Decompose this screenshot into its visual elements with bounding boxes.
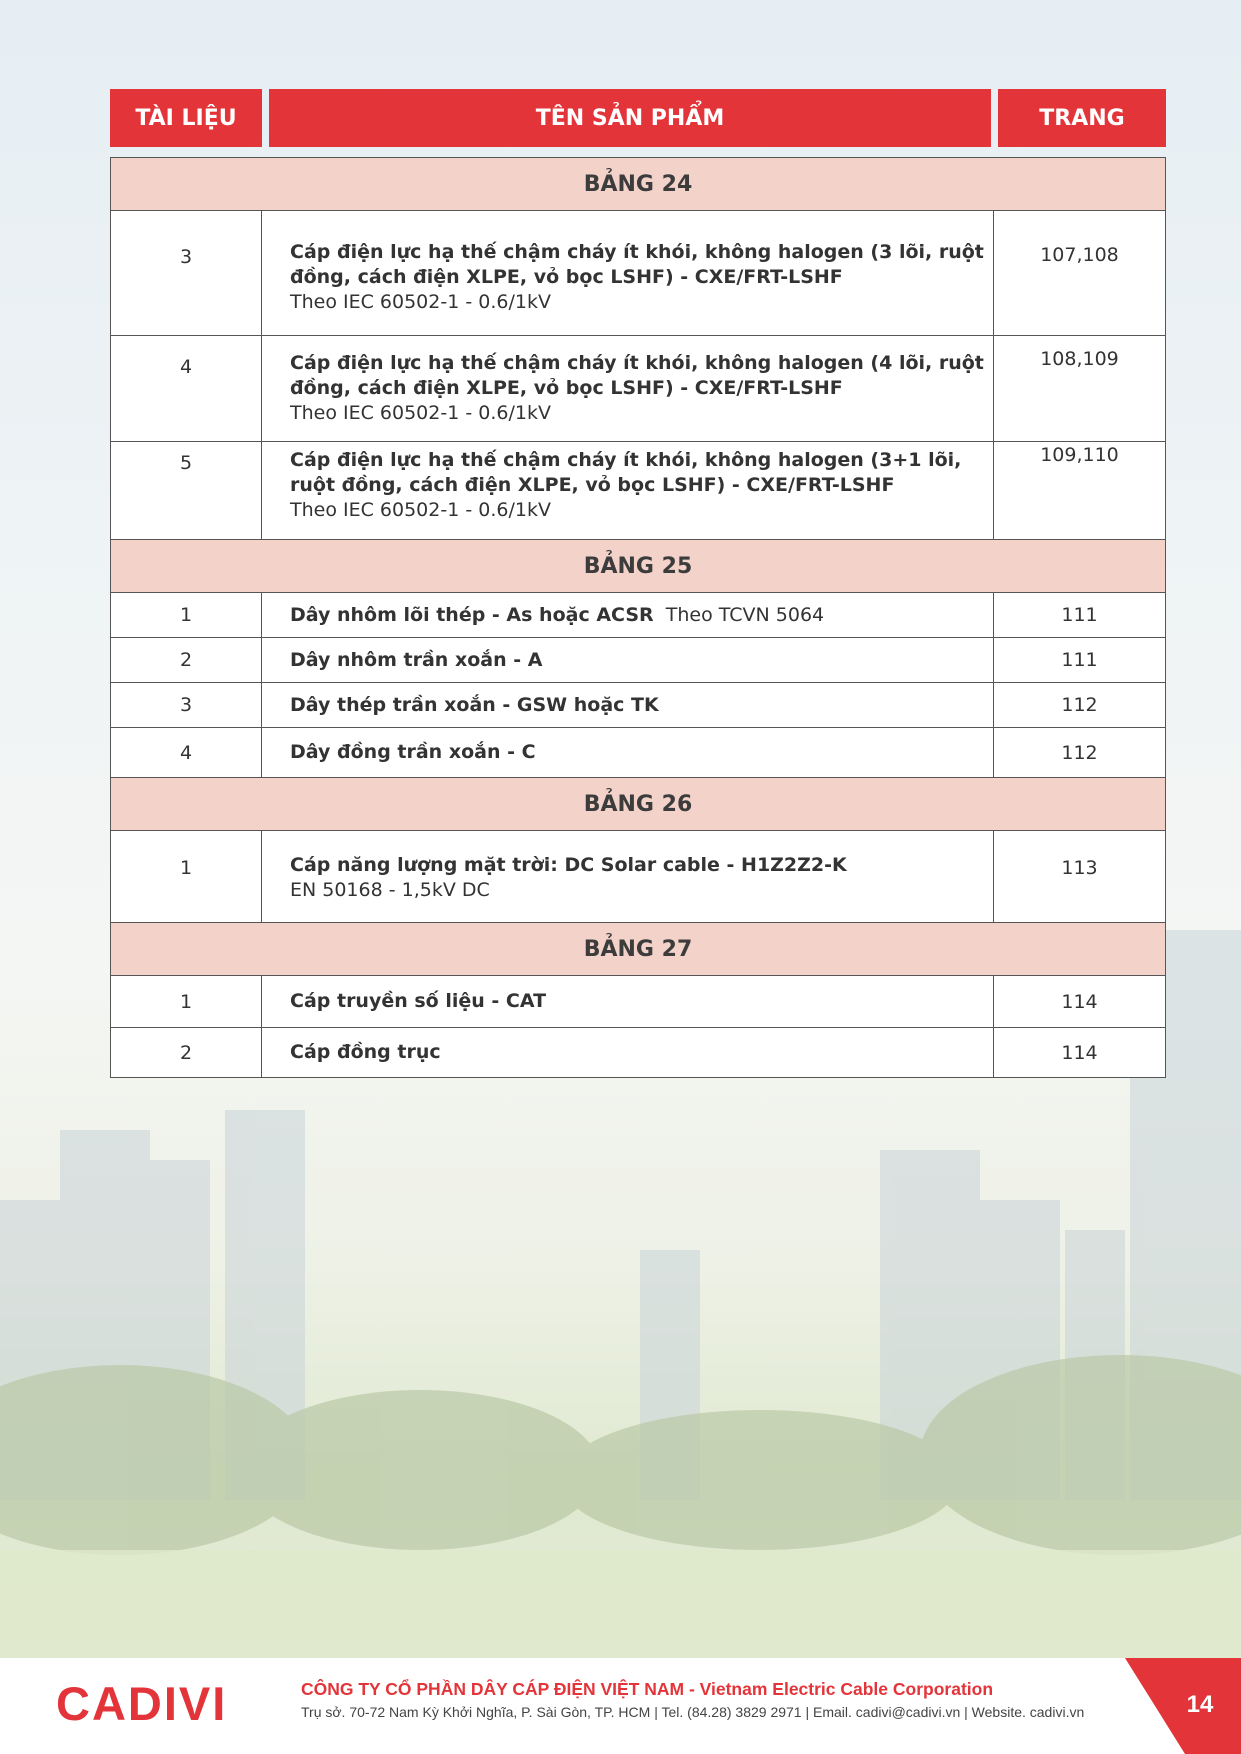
product-index-table bbox=[110, 157, 1166, 1078]
product-name: Dây đồng trần xoắn - C bbox=[290, 741, 536, 763]
product-standard: Theo IEC 60502-1 - 0.6/1kV bbox=[290, 291, 551, 313]
product-name: Cáp điện lực hạ thế chậm cháy ít khói, không halogen (3 lõi, ruột đồng, cách điện XLPE, vỏ bọc LSHF) - CXE/FRT-LSHF bbox=[290, 241, 984, 288]
product-cell bbox=[262, 638, 994, 683]
product-name: Cáp đồng trục bbox=[290, 1041, 441, 1063]
page-ref: 111 bbox=[994, 593, 1166, 638]
section-header-bang-25 bbox=[111, 540, 1166, 593]
product-standard: Theo IEC 60502-1 - 0.6/1kV bbox=[290, 402, 551, 424]
product-name: Cáp năng lượng mặt trời: DC Solar cable - H1Z2Z2-K bbox=[290, 854, 847, 876]
section-header-bang-24 bbox=[111, 158, 1166, 211]
header-cell-product-name: TÊN SẢN PHẨM bbox=[269, 89, 991, 147]
product-name: Cáp truyền số liệu - CAT bbox=[290, 990, 547, 1012]
product-name: Cáp điện lực hạ thế chậm cháy ít khói, không halogen (4 lõi, ruột đồng, cách điện XLPE, vỏ bọc LSHF) - CXE/FRT-LSHF bbox=[290, 352, 984, 399]
product-cell bbox=[262, 211, 994, 336]
row-number: 3 bbox=[111, 211, 262, 336]
page-ref: 107,108 bbox=[994, 211, 1166, 336]
row-number: 2 bbox=[111, 1028, 262, 1078]
section-title: BẢNG 25 bbox=[111, 540, 1166, 593]
header-cell-page: TRANG bbox=[998, 89, 1166, 147]
product-cell bbox=[262, 442, 994, 540]
product-standard: Theo TCVN 5064 bbox=[665, 603, 825, 626]
table-row bbox=[111, 442, 1166, 540]
product-cell bbox=[262, 728, 994, 778]
product-name: Dây thép trần xoắn - GSW hoặc TK bbox=[290, 693, 659, 716]
section-title: BẢNG 24 bbox=[111, 158, 1166, 211]
product-standard: EN 50168 - 1,5kV DC bbox=[290, 879, 490, 901]
company-name: CÔNG TY CỔ PHẦN DÂY CÁP ĐIỆN VIỆT NAM - Vietnam Electric Cable Corporation bbox=[301, 1679, 994, 1699]
page-ref: 114 bbox=[994, 1028, 1166, 1078]
page-ref: 112 bbox=[994, 683, 1166, 728]
product-cell bbox=[262, 593, 994, 638]
table-row bbox=[111, 211, 1166, 336]
product-cell bbox=[262, 831, 994, 923]
page-number: 14 bbox=[1186, 1691, 1214, 1718]
product-cell bbox=[262, 336, 994, 442]
product-name: Dây nhôm trần xoắn - A bbox=[290, 648, 543, 671]
row-number: 1 bbox=[111, 831, 262, 923]
row-number: 3 bbox=[111, 683, 262, 728]
table-row bbox=[111, 976, 1166, 1028]
row-number: 2 bbox=[111, 638, 262, 683]
cadivi-logo: CADIVI bbox=[56, 1677, 228, 1730]
page-ref: 109,110 bbox=[994, 442, 1166, 540]
table-row bbox=[111, 683, 1166, 728]
section-header-bang-26 bbox=[111, 778, 1166, 831]
product-name: Dây nhôm lõi thép - As hoặc ACSR bbox=[290, 603, 654, 626]
product-cell bbox=[262, 976, 994, 1028]
section-title: BẢNG 26 bbox=[111, 778, 1166, 831]
row-number: 4 bbox=[111, 728, 262, 778]
product-cell bbox=[262, 683, 994, 728]
table-row bbox=[111, 593, 1166, 638]
section-header-bang-27 bbox=[111, 923, 1166, 976]
row-number: 1 bbox=[111, 976, 262, 1028]
table-row bbox=[111, 638, 1166, 683]
page-ref: 108,109 bbox=[994, 336, 1166, 442]
header-cell-document: TÀI LIỆU bbox=[110, 89, 262, 147]
company-address: Trụ sở. 70-72 Nam Kỳ Khởi Nghĩa, P. Sài Gòn, TP. HCM | Tel. (84.28) 3829 2971 | Email. cadivi@cadivi.vn | Website. cadivi.vn bbox=[301, 1704, 1085, 1720]
page-ref: 114 bbox=[994, 976, 1166, 1028]
table-row bbox=[111, 831, 1166, 923]
page-ref: 113 bbox=[994, 831, 1166, 923]
table-row bbox=[111, 728, 1166, 778]
row-number: 5 bbox=[111, 442, 262, 540]
page-ref: 112 bbox=[994, 728, 1166, 778]
product-standard: Theo IEC 60502-1 - 0.6/1kV bbox=[290, 499, 551, 521]
row-number: 1 bbox=[111, 593, 262, 638]
table-row bbox=[111, 336, 1166, 442]
product-cell bbox=[262, 1028, 994, 1078]
row-number: 4 bbox=[111, 336, 262, 442]
page-ref: 111 bbox=[994, 638, 1166, 683]
section-title: BẢNG 27 bbox=[111, 923, 1166, 976]
product-name: Cáp điện lực hạ thế chậm cháy ít khói, không halogen (3+1 lõi, ruột đồng, cách điện XLPE, vỏ bọc LSHF) - CXE/FRT-LSHF bbox=[290, 449, 962, 496]
table-row bbox=[111, 1028, 1166, 1078]
